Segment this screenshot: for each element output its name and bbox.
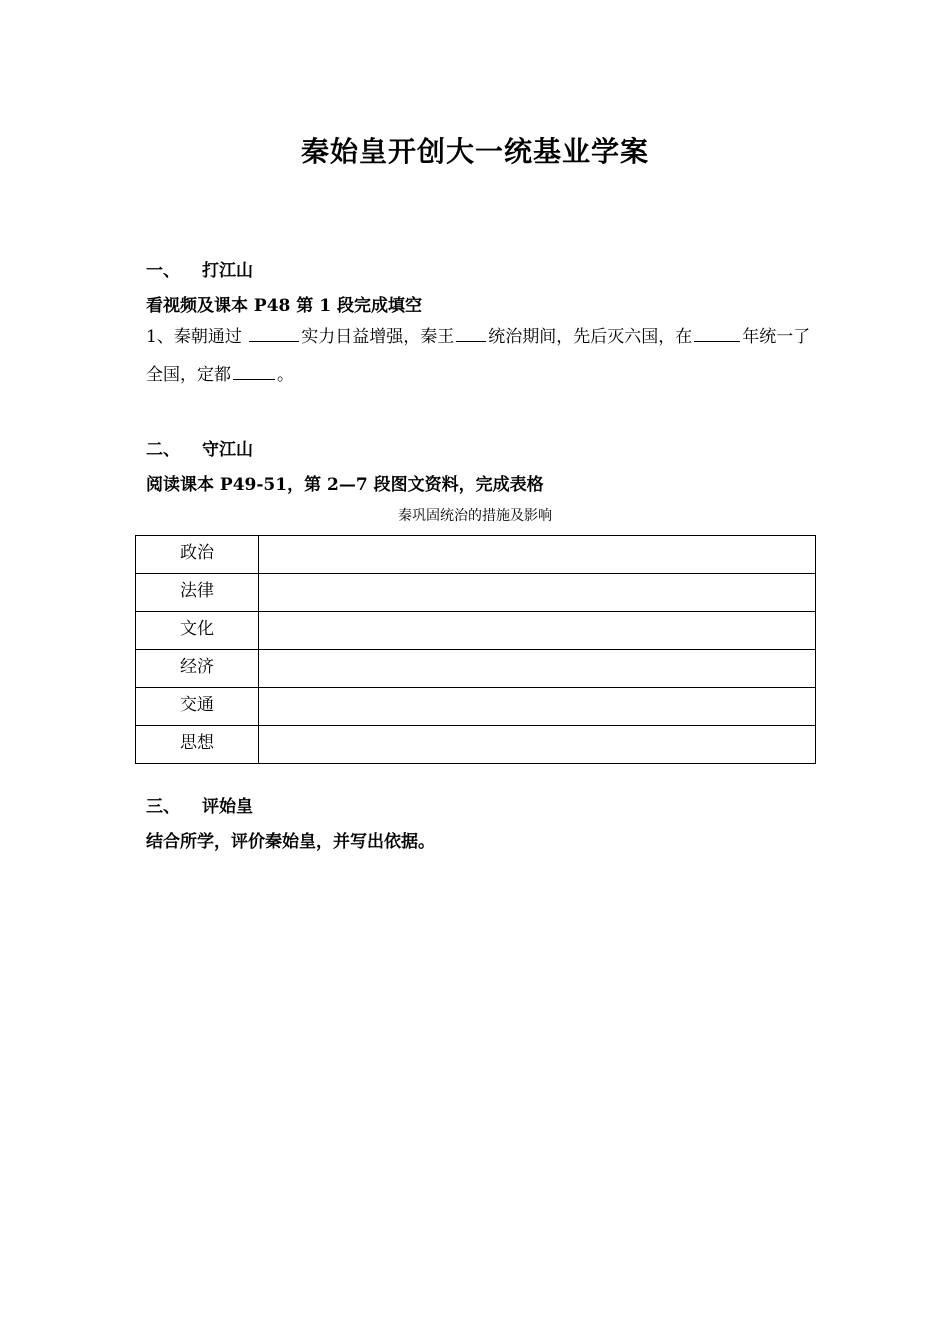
table-row (136, 612, 816, 650)
section-heading-1 (146, 256, 253, 281)
page-title: 秦始皇开创大一统基业学案 (300, 135, 649, 168)
row-label-politics: 政治 (136, 536, 259, 574)
question-1 (146, 318, 816, 394)
instruction-1: 看视频及课本 P48 第 1 段完成填空 (146, 296, 422, 316)
answer-cell-culture[interactable] (259, 612, 816, 650)
blank-2[interactable] (456, 323, 486, 342)
row-label-culture: 文化 (136, 612, 259, 650)
table-row (136, 650, 816, 688)
question-1-text-c: 统治期间，先后灭六国，在 (488, 327, 693, 347)
section-title-2: 守江山 (202, 440, 253, 460)
section-number-1: 一、 (146, 261, 180, 281)
instruction-3: 结合所学，评价秦始皇，并写出依据。 (146, 832, 435, 852)
answer-cell-politics[interactable] (259, 536, 816, 574)
blank-3[interactable] (694, 323, 740, 342)
row-label-economy: 经济 (136, 650, 259, 688)
table-row (136, 536, 816, 574)
section-title-1: 打江山 (202, 261, 253, 281)
section-title-3: 评始皇 (202, 797, 253, 817)
section-heading-3 (146, 792, 253, 817)
section-number-3: 三、 (146, 797, 180, 817)
question-1-text-a: 1、秦朝通过 (146, 327, 242, 347)
section-heading-2 (146, 435, 253, 460)
section-number-2: 二、 (146, 440, 180, 460)
answer-cell-thought[interactable] (259, 726, 816, 764)
answer-cell-transport[interactable] (259, 688, 816, 726)
answer-cell-law[interactable] (259, 574, 816, 612)
answer-cell-economy[interactable] (259, 650, 816, 688)
blank-4[interactable] (233, 361, 275, 380)
table-row (136, 726, 816, 764)
measures-table (135, 535, 816, 764)
row-label-law: 法律 (136, 574, 259, 612)
question-1-text-b: 实力日益增强，秦王 (301, 327, 455, 347)
table-row (136, 574, 816, 612)
table-row (136, 688, 816, 726)
blank-1[interactable] (249, 323, 299, 342)
question-1-text-d: 年统一了全国，定都 (146, 327, 811, 385)
row-label-thought: 思想 (136, 726, 259, 764)
row-label-transport: 交通 (136, 688, 259, 726)
table-caption: 秦巩固统治的措施及影响 (398, 508, 552, 524)
question-1-text-e: 。 (277, 365, 294, 385)
instruction-2: 阅读课本 P49-51，第 2—7 段图文资料，完成表格 (146, 475, 544, 495)
